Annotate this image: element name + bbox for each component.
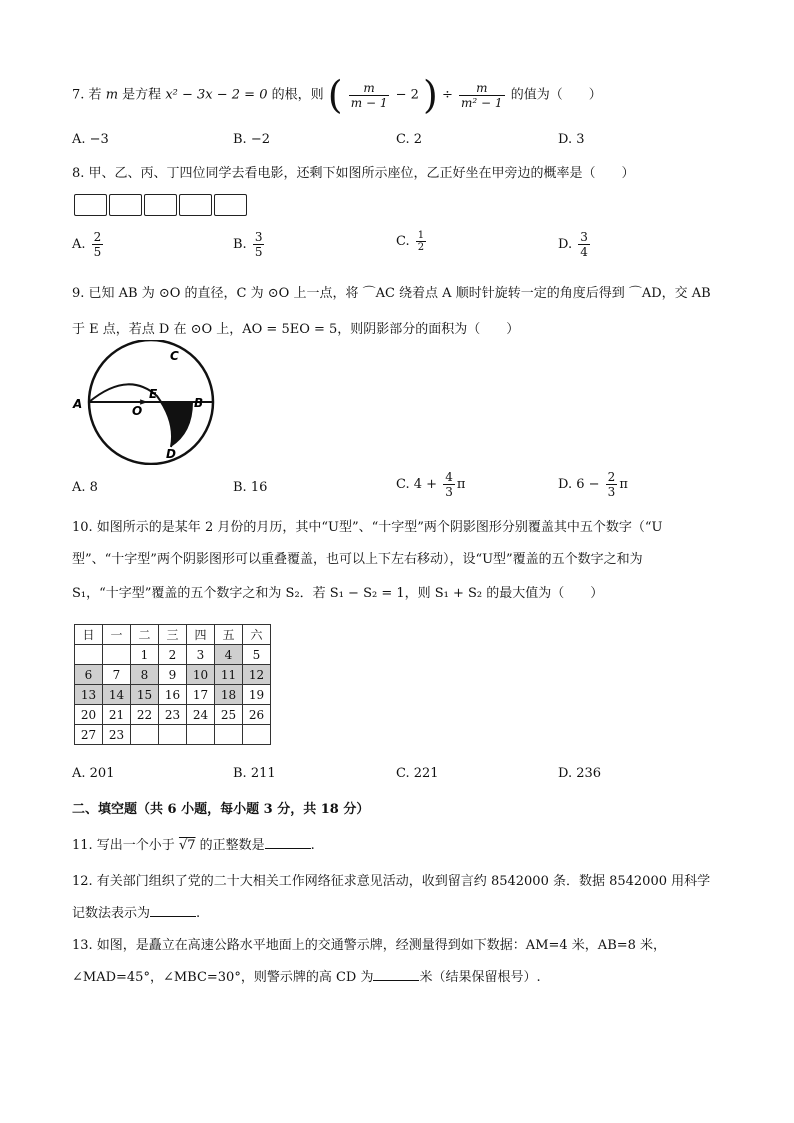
calendar-table (74, 624, 271, 745)
calendar-cell: 3 (187, 645, 215, 665)
answer-blank[interactable] (265, 836, 311, 849)
calendar-cell: 15 (131, 685, 159, 705)
calendar-cell: 17 (187, 685, 215, 705)
q7-fraction-1: $\frac{m}{m - 1}$ (350, 80, 388, 110)
q9-stem-line1: 9. 已知 AB 为 ⊙O 的直径，C 为 ⊙O 上一点，将 ⌒AC 绕着点 A 顺时针旋转一定的角度后得到 ⌒AD，交 AB (72, 286, 711, 301)
q10-stem-line2: 型”、“十字型”两个阴影图形可以重叠覆盖，也可以上下左右移动），设“U型”覆盖的五个数字之和为 (72, 552, 643, 567)
calendar-cell (159, 725, 187, 745)
calendar-cell: 25 (215, 705, 243, 725)
q13-stem-line1: 13. 如图，是矗立在高速公路水平地面上的交通警示牌，经测量得到如下数据：AM=4 米，AB=8 米， (72, 938, 667, 953)
q8-option-d: D. $\frac{3}{4}$ (558, 230, 588, 259)
q7-option-b: B. −2 (233, 132, 270, 147)
q12-stem-line2: 记数法表示为 . (72, 906, 201, 921)
q9-option-c: C. 4 + $\frac{4}{3}$ π (396, 470, 466, 499)
q8-option-b: B. $\frac{3}{5}$ (233, 230, 263, 259)
calendar-cell: 27 (75, 725, 103, 745)
seat (144, 194, 177, 216)
calendar-row (75, 645, 271, 665)
calendar-cell: 6 (75, 665, 103, 685)
calendar-cell: 5 (243, 645, 271, 665)
q7-fraction-2: $\frac{m}{\text{m² − 1}}$ (461, 80, 503, 110)
calendar-cell: 24 (187, 705, 215, 725)
calendar-cell: 4 (215, 645, 243, 665)
calendar-header-cell: 六 (243, 625, 271, 645)
calendar-row (75, 705, 271, 725)
q7-stem: 7. 若 m 是方程 x² − 3x − 2 = 0 的根，则 ( $\frac{m}{m - 1}$ − 2 ) ÷ $\frac{m}{\text{m² − 1}}$ 的值为（ ） (72, 73, 602, 117)
q9-option-b: B. 16 (233, 480, 268, 495)
calendar-cell: 23 (159, 705, 187, 725)
calendar-cell: 11 (215, 665, 243, 685)
calendar-header-cell: 三 (159, 625, 187, 645)
calendar-header-cell: 四 (187, 625, 215, 645)
calendar-cell: 9 (159, 665, 187, 685)
q10-option-d: D. 236 (558, 766, 602, 781)
calendar-cell: 14 (103, 685, 131, 705)
calendar-cell: 18 (215, 685, 243, 705)
q10-stem-line3: S₁，“十字型”覆盖的五个数字之和为 S₂．若 S₁ − S₂ = 1，则 S₁ + S₂ 的最大值为（ ） (72, 586, 604, 601)
label-o: O (132, 404, 143, 418)
calendar-header-row (75, 625, 271, 645)
q10-option-a: A. 201 (72, 766, 115, 781)
answer-blank[interactable] (373, 968, 419, 981)
q7-option-d: D. 3 (558, 132, 585, 147)
section-title: 二、填空题（共 6 小题，每小题 3 分，共 18 分） (72, 802, 370, 817)
q7-option-c: C. 2 (396, 132, 423, 147)
calendar-cell: 10 (187, 665, 215, 685)
label-d: D (166, 447, 176, 461)
calendar-cell: 12 (243, 665, 271, 685)
q7-option-a: A. −3 (72, 132, 109, 147)
label-a: A (73, 397, 83, 411)
q13-stem-line2: ∠MAD=45°，∠MBC=30°，则警示牌的高 CD 为 米（结果保留根号）. (72, 970, 541, 985)
q8-stem: 8. 甲、乙、丙、丁四位同学去看电影，还剩下如图所示座位，乙正好坐在甲旁边的概率是（ ） (72, 166, 635, 181)
calendar-cell (75, 645, 103, 665)
calendar-cell: 7 (103, 665, 131, 685)
calendar-cell: 2 (159, 645, 187, 665)
calendar-cell: 19 (243, 685, 271, 705)
label-b: B (194, 396, 204, 410)
calendar-cell: 22 (131, 705, 159, 725)
calendar-cell: 21 (103, 705, 131, 725)
seat (74, 194, 107, 216)
q9-option-a: A. 8 (72, 480, 98, 495)
seat (109, 194, 142, 216)
calendar-cell (243, 725, 271, 745)
calendar-row (75, 685, 271, 705)
q10-stem-line1: 10. 如图所示的是某年 2 月份的月历，其中“U型”、“十字型”两个阴影图形分别覆盖其中五个数字（“U (72, 520, 663, 535)
calendar-cell: 20 (75, 705, 103, 725)
calendar-header-cell: 五 (215, 625, 243, 645)
q8-option-c: C. $\frac{1}{2}$ (396, 230, 425, 253)
calendar-cell (187, 725, 215, 745)
label-c: C (170, 349, 179, 363)
label-e: E (149, 387, 158, 401)
calendar-cell (131, 725, 159, 745)
seat (179, 194, 212, 216)
calendar-row (75, 665, 271, 685)
calendar-cell (215, 725, 243, 745)
q8-option-a: A. $\frac{2}{5}$ (72, 230, 102, 259)
q11-stem: 11. 写出一个小于 √7 的正整数是 . (72, 838, 315, 853)
calendar-header-cell: 日 (75, 625, 103, 645)
q12-stem-line1: 12. 有关部门组织了党的二十大相关工作网络征求意见活动，收到留言约 8542000 条．数据 8542000 用科学 (72, 874, 711, 889)
calendar-cell: 16 (159, 685, 187, 705)
calendar-cell (103, 645, 131, 665)
q10-option-c: C. 221 (396, 766, 439, 781)
q10-option-b: B. 211 (233, 766, 276, 781)
seat-row (74, 194, 249, 216)
calendar-cell: 26 (243, 705, 271, 725)
answer-blank[interactable] (150, 904, 196, 917)
calendar-row (75, 725, 271, 745)
seat (214, 194, 247, 216)
calendar-cell: 8 (131, 665, 159, 685)
calendar-header-cell: 一 (103, 625, 131, 645)
calendar-cell: 13 (75, 685, 103, 705)
calendar-cell: 23 (103, 725, 131, 745)
calendar-header-cell: 二 (131, 625, 159, 645)
circle-figure (68, 340, 228, 465)
calendar-cell: 1 (131, 645, 159, 665)
q9-option-d: D. 6 − $\frac{2}{3}$ π (558, 470, 628, 499)
q9-stem-line2: 于 E 点，若点 D 在 ⊙O 上，AO = 5EO = 5，则阴影部分的面积为（ ） (72, 322, 520, 337)
